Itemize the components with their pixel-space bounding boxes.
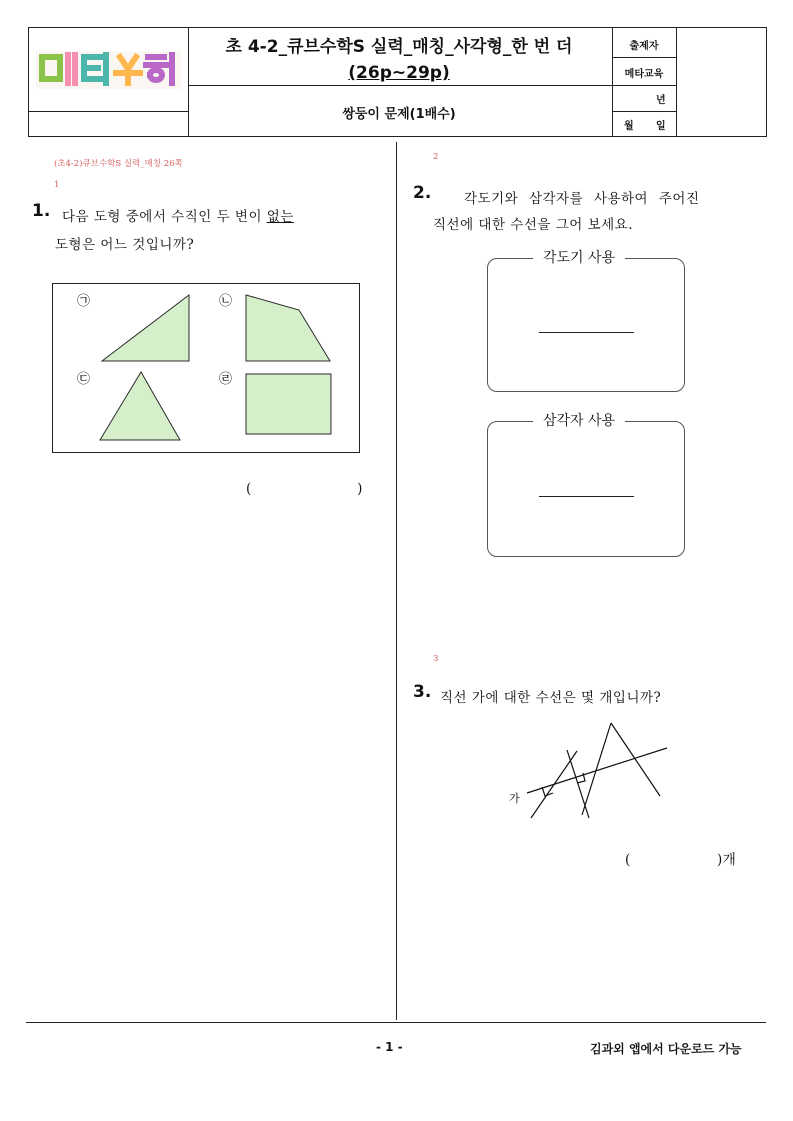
set-square-answer-box[interactable] <box>487 421 685 557</box>
emphasis-underlined: 없는 <box>266 209 294 225</box>
footer-rule <box>26 1022 766 1023</box>
header-divider <box>188 85 612 86</box>
question-index: 3 <box>433 654 439 664</box>
shape-label: ㉠ <box>77 294 91 309</box>
question-text: 직선 가에 대한 수선은 몇 개입니까? <box>440 690 662 706</box>
question-number: 1. <box>32 201 51 221</box>
header-divider <box>612 111 676 112</box>
author-label: 출제자 <box>629 41 659 52</box>
perpendicular-lines-figure <box>505 718 675 823</box>
question-text-line2: 직선에 대한 수선을 그어 보세요. <box>433 217 633 233</box>
source-note: (초4-2)큐브수학S 실력_매칭 26쪽 <box>54 159 183 169</box>
header-divider <box>612 57 676 58</box>
protractor-answer-box[interactable] <box>487 258 685 392</box>
meta-math-logo <box>36 45 181 93</box>
question-text-line2: 도형은 어느 것입니까? <box>55 237 195 253</box>
given-line <box>539 332 634 333</box>
question-index: 1 <box>54 180 60 190</box>
set-square-label: 삼각자 사용 <box>533 410 625 430</box>
header-divider <box>612 85 676 86</box>
question-number: 2. <box>413 183 432 203</box>
worksheet-page-range: (26p~29p) <box>348 63 450 83</box>
header-divider <box>188 27 189 137</box>
shapes-figure <box>52 283 360 453</box>
answer-blank[interactable]: ( )개 <box>625 852 737 868</box>
question-text: 각도기와 삼각자를 사용하여 주어진 <box>464 191 700 207</box>
day-label: 일 <box>656 121 666 132</box>
answer-blank[interactable]: ( ) <box>246 481 363 497</box>
header-divider <box>676 27 677 137</box>
column-divider <box>396 142 397 1020</box>
given-line <box>539 496 634 497</box>
header-divider <box>28 111 188 112</box>
protractor-label: 각도기 사용 <box>533 247 625 267</box>
year-label: 년 <box>656 95 666 106</box>
line-label: 가 <box>509 792 520 805</box>
shape-label: ㉢ <box>77 372 91 387</box>
worksheet-subtitle: 쌍둥이 문제(1배수) <box>342 107 456 122</box>
month-label: 월 <box>624 121 634 132</box>
question-index: 2 <box>433 152 439 162</box>
question-number: 3. <box>413 682 432 702</box>
download-note: 김과외 앱에서 다운로드 가능 <box>590 1042 742 1056</box>
author-value: 메타교육 <box>624 69 664 80</box>
worksheet-title: 초 4-2_큐브수학S 실력_매칭_사각형_한 번 더 <box>225 37 573 57</box>
shape-label: ㉡ <box>219 294 233 309</box>
shape-label: ㉣ <box>219 372 233 387</box>
question-text: 다음 도형 중에서 수직인 두 변이 없는 <box>62 209 294 225</box>
page-number: - 1 - <box>376 1040 403 1054</box>
rectangle-shape <box>246 374 331 434</box>
